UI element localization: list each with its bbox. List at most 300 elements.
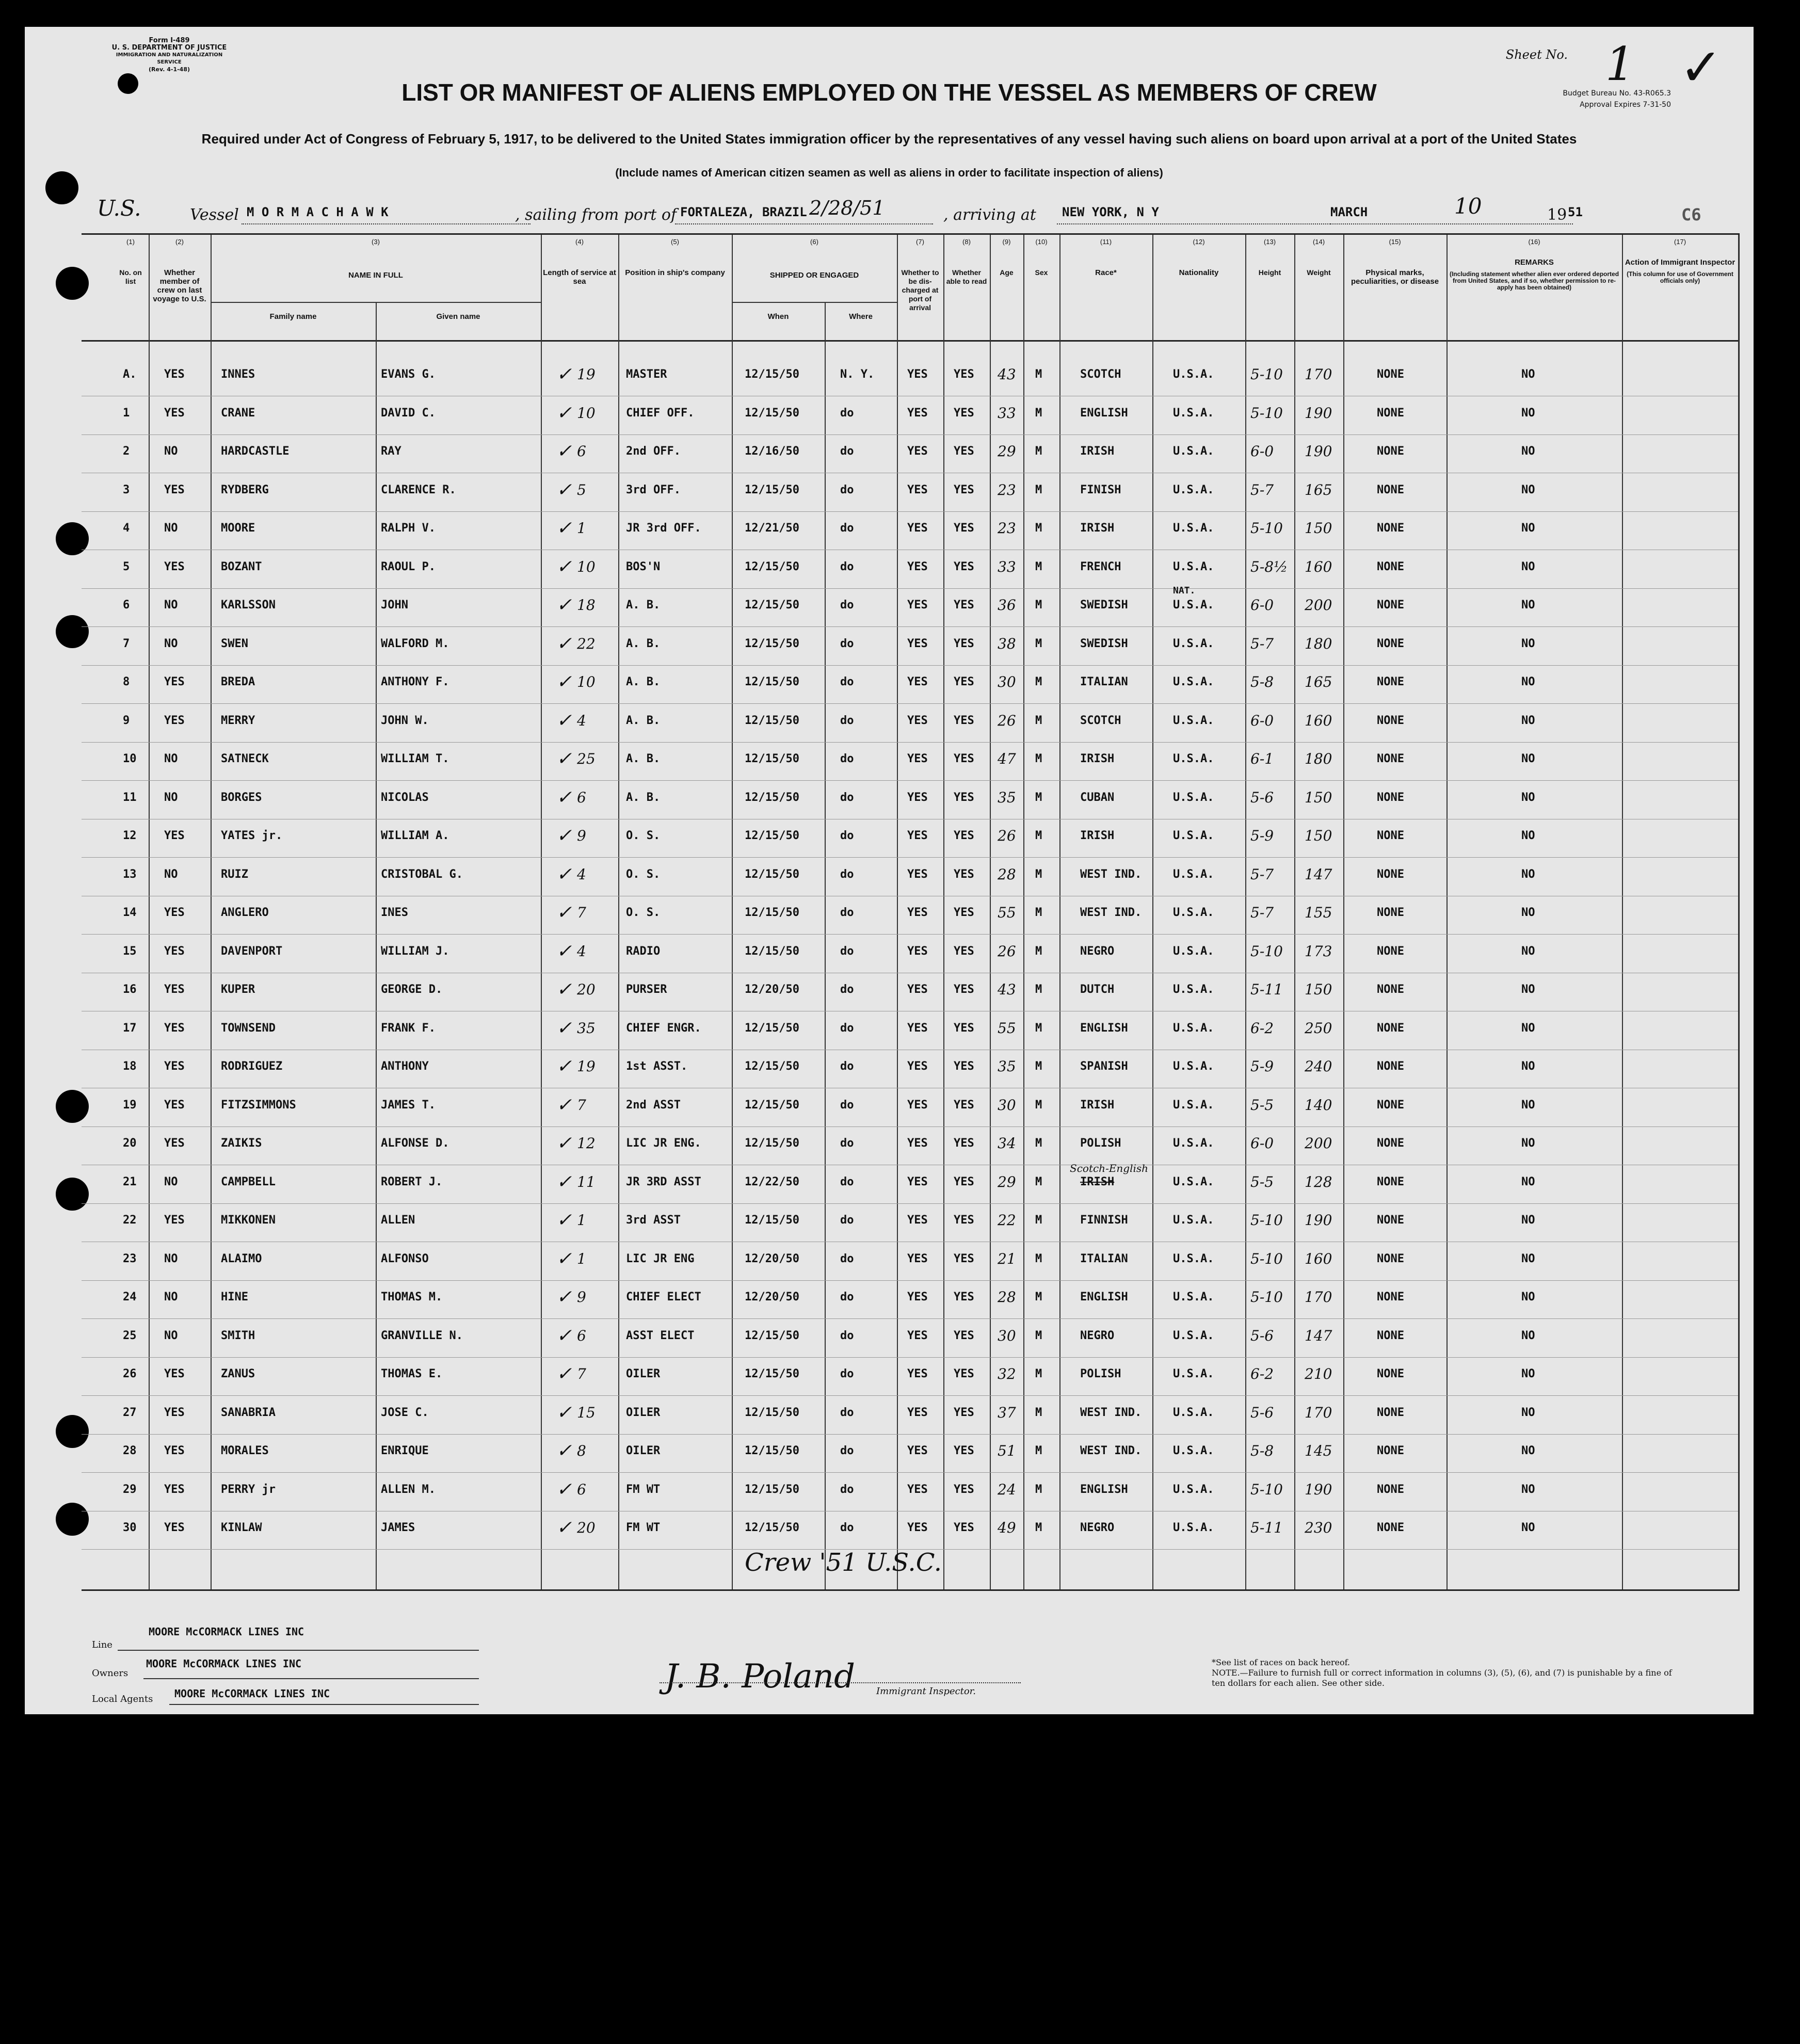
able-to-read: YES [954,1483,974,1496]
race: SWEDISH [1080,637,1128,650]
given-name: INES [381,906,408,919]
physical-marks: NONE [1377,752,1404,765]
column-number: (12) [1193,238,1205,246]
given-name: JOHN W. [381,714,429,727]
last-voyage: NO [164,1175,178,1188]
race: WEST IND. [1080,1444,1142,1457]
nationality: U.S.A. [1173,445,1214,458]
row-number: 19 [123,1098,137,1112]
able-to-read: YES [954,445,974,458]
discharged: YES [907,675,928,688]
sex: M [1035,599,1042,611]
column-header-label: Whether member of crew on last voyage to U.S. [153,268,206,303]
sex: M [1035,637,1042,650]
shipped-where: do [840,829,854,842]
sailing-label: , sailing from port of [515,206,677,224]
race: SWEDISH [1080,599,1128,611]
given-name: ANTHONY [381,1060,429,1073]
age: 43 [998,366,1016,383]
column-header-label: No. on list [119,268,142,285]
shipped-where: do [840,1214,854,1227]
column-number: (2) [175,238,184,246]
shipped-where: do [840,599,854,611]
race: WEST IND. [1080,1406,1142,1419]
remarks: NO [1521,791,1535,804]
position: LIC JR ENG [626,1252,695,1265]
weight: 180 [1305,750,1332,767]
discharged: YES [907,1214,928,1227]
sex: M [1035,1444,1042,1457]
table-row [82,786,1738,812]
race: IRISH [1080,752,1115,765]
row-number: 3 [123,483,130,496]
column-number: (6) [810,238,818,246]
last-voyage: YES [164,1367,185,1380]
weight: 128 [1305,1173,1332,1190]
weight: 170 [1305,1289,1332,1306]
check-icon: ✓ [556,1056,572,1077]
family-name: RYDBERG [221,483,269,496]
sex: M [1035,983,1042,996]
able-to-read: YES [954,1021,974,1035]
shipped-where: do [840,1483,854,1496]
shipped-where: do [840,1098,854,1112]
age: 23 [998,481,1016,498]
age: 21 [998,1250,1016,1267]
service-length: 6 [577,788,586,806]
age: 26 [998,827,1016,844]
remarks: NO [1521,406,1535,420]
able-to-read: YES [954,637,974,650]
shipped-where: do [840,906,854,919]
physical-marks: NONE [1377,714,1404,727]
nationality: U.S.A. [1173,368,1214,381]
check-icon: ✓ [556,1402,572,1423]
inspector-signature: J. B. Poland [665,1657,855,1696]
remarks: NO [1521,483,1535,496]
able-to-read: YES [954,944,974,958]
shipped-when: 12/15/50 [745,1406,799,1419]
physical-marks: NONE [1377,1444,1404,1457]
age: 38 [998,635,1016,652]
able-to-read: YES [954,791,974,804]
position: JR 3rd OFF. [626,522,701,535]
age: 30 [998,673,1016,690]
table-row [82,518,1738,542]
age: 23 [998,520,1016,537]
nationality: U.S.A. [1173,675,1214,688]
age: 32 [998,1365,1016,1382]
remarks: NO [1521,1406,1535,1419]
discharged: YES [907,560,928,573]
race: ENGLISH [1080,406,1128,420]
shipped-where: do [840,522,854,535]
last-voyage: YES [164,1483,185,1496]
position: MASTER [626,368,667,381]
height: 5-8½ [1250,558,1288,575]
physical-marks: NONE [1377,791,1404,804]
position: 2nd OFF. [626,445,681,458]
nationality: U.S.A. [1173,714,1214,727]
physical-marks: NONE [1377,944,1404,958]
service-length: 7 [577,904,586,921]
discharged: YES [907,867,928,881]
remarks: NO [1521,1367,1535,1380]
position: A. B. [626,637,661,650]
weight: 150 [1305,788,1332,806]
discharged: YES [907,1252,928,1265]
age: 35 [998,788,1016,806]
family-name: ZANUS [221,1367,255,1380]
position: A. B. [626,791,661,804]
table-row [82,1402,1738,1427]
shipped-when: 12/15/50 [745,1367,799,1380]
shipped-where: do [840,944,854,958]
column-number: (8) [962,238,971,246]
service-length: 10 [577,558,596,575]
discharged: YES [907,1367,928,1380]
remarks: NO [1521,752,1535,765]
table-row [82,1517,1738,1542]
position: 1st ASST. [626,1060,688,1073]
table-row [82,441,1738,465]
shipped-when: 12/16/50 [745,445,799,458]
shipped-when: 12/15/50 [745,867,799,881]
line-value: MOORE McCORMACK LINES INC [149,1625,304,1638]
nationality: U.S.A. [1173,406,1214,420]
age: 37 [998,1404,1016,1421]
family-name: BREDA [221,675,255,688]
race: ITALIAN [1080,1252,1128,1265]
table-row [82,940,1738,965]
row-number: 17 [123,1021,137,1035]
family-name: BORGES [221,791,262,804]
weight: 173 [1305,942,1332,960]
remarks: NO [1521,445,1535,458]
table-row [82,902,1738,927]
able-to-read: YES [954,406,974,420]
able-to-read: YES [954,1367,974,1380]
age: 30 [998,1096,1016,1114]
weight: 180 [1305,635,1332,652]
family-name: ANGLERO [221,906,269,919]
nationality: U.S.A. [1173,599,1214,611]
able-to-read: YES [954,906,974,919]
row-number: 21 [123,1175,137,1188]
physical-marks: NONE [1377,675,1404,688]
race: FRENCH [1080,560,1121,573]
check-icon: ✓ [556,825,572,846]
shipped-when: 12/20/50 [745,1291,799,1303]
table-row [82,979,1738,1004]
nationality-note: NAT. [1173,585,1196,596]
physical-marks: NONE [1377,1521,1404,1534]
page-title: LIST OR MANIFEST OF ALIENS EMPLOYED ON THE VESSEL AS MEMBERS OF CREW [401,79,1377,106]
service-length: 4 [577,942,586,960]
last-voyage: NO [164,522,178,535]
column-header-note: (This column for use of Government officials only) [1627,270,1733,284]
height: 5-6 [1250,1327,1274,1344]
remarks: NO [1521,1444,1535,1457]
height: 5-10 [1250,1480,1283,1498]
last-voyage: YES [164,1098,185,1112]
arrival-day-hand: 10 [1454,194,1482,219]
race: SCOTCH [1080,368,1121,381]
shipped-where: do [840,791,854,804]
last-voyage: NO [164,599,178,611]
last-voyage: YES [164,1021,185,1035]
family-name: DAVENPORT [221,944,283,958]
last-voyage: YES [164,714,185,727]
service-length: 10 [577,673,596,690]
height: 5-7 [1250,635,1274,652]
race: WEST IND. [1080,906,1142,919]
year-suffix: 51 [1568,205,1583,219]
able-to-read: YES [954,1252,974,1265]
able-to-read: YES [954,599,974,611]
nationality: U.S.A. [1173,1175,1214,1188]
service-length: 11 [577,1173,596,1190]
weight: 150 [1305,827,1332,844]
height: 5-6 [1250,1404,1274,1421]
last-voyage: YES [164,906,185,919]
check-icon: ✓ [556,671,572,693]
physical-marks: NONE [1377,483,1404,496]
remarks: NO [1521,1021,1535,1035]
service-length: 22 [577,635,596,652]
given-name: WILLIAM T. [381,752,449,765]
remarks: NO [1521,1175,1535,1188]
age: 43 [998,981,1016,998]
nationality: U.S.A. [1173,829,1214,842]
last-voyage: NO [164,752,178,765]
height: 5-6 [1250,788,1274,806]
table-row [82,1248,1738,1273]
sex: M [1035,406,1042,420]
height: 6-0 [1250,712,1274,729]
able-to-read: YES [954,1137,974,1150]
family-name: TOWNSEND [221,1021,276,1035]
able-to-read: YES [954,1329,974,1342]
remarks: NO [1521,829,1535,842]
last-voyage: NO [164,791,178,804]
physical-marks: NONE [1377,1098,1404,1112]
sex: M [1035,445,1042,458]
shipped-where: do [840,560,854,573]
discharged: YES [907,1329,928,1342]
given-name: WALFORD M. [381,637,449,650]
position: O. S. [626,867,661,881]
table-row [82,825,1738,850]
discharged: YES [907,637,928,650]
remarks: NO [1521,867,1535,881]
sex: M [1035,1175,1042,1188]
sex: M [1035,1060,1042,1073]
family-name: BOZANT [221,560,262,573]
check-icon: ✓ [556,364,572,385]
corner-code: C6 [1681,205,1701,224]
physical-marks: NONE [1377,983,1404,996]
race: IRISH [1080,522,1115,535]
weight: 190 [1305,1480,1332,1498]
given-name: RAOUL P. [381,560,436,573]
check-icon: ✓ [556,1210,572,1231]
shipped-when: 12/15/50 [745,829,799,842]
remarks: NO [1521,1098,1535,1112]
age: 29 [998,1173,1016,1190]
remarks: NO [1521,560,1535,573]
last-voyage: YES [164,483,185,496]
service-length: 15 [577,1404,596,1421]
position: 2nd ASST [626,1098,681,1112]
row-number: 11 [123,791,137,804]
shipped-where: do [840,752,854,765]
shipped-when: 12/15/50 [745,944,799,958]
height: 6-2 [1250,1365,1274,1382]
sex: M [1035,368,1042,381]
weight: 190 [1305,1212,1332,1229]
nationality: U.S.A. [1173,637,1214,650]
race: NEGRO [1080,944,1115,958]
shipped-when: 12/15/50 [745,714,799,727]
weight: 150 [1305,520,1332,537]
row-number: 29 [123,1483,137,1496]
given-name: ALLEN M. [381,1483,436,1496]
height: 5-10 [1250,1212,1283,1229]
table-row [82,364,1738,389]
check-icon: ✓ [556,748,572,769]
discharged: YES [907,791,928,804]
column-header-label: Race* [1095,268,1117,277]
table-row [82,479,1738,504]
discharged: YES [907,906,928,919]
remarks: NO [1521,599,1535,611]
row-number: 4 [123,522,130,535]
sex: M [1035,560,1042,573]
sheet-label: Sheet No. [1505,47,1568,62]
last-voyage: YES [164,1137,185,1150]
row-number: A. [123,368,137,381]
row-number: 2 [123,445,130,458]
discharged: YES [907,752,928,765]
column-header-label: Weight [1307,268,1331,277]
shipped-where: do [840,1521,854,1534]
column-header-label: SHIPPED OR ENGAGED [769,271,859,280]
service-length: 12 [577,1135,596,1152]
family-name: MORALES [221,1444,269,1457]
nationality: U.S.A. [1173,752,1214,765]
sex: M [1035,1252,1042,1265]
given-name: NICOLAS [381,791,429,804]
arriving-label: , arriving at [943,206,1036,224]
required-text: Required under Act of Congress of February 5, 1917, to be delivered to the United States immigration officer by the representatives of any vessel having such aliens on board upon arrival at a port of the United States [201,131,1577,147]
physical-marks: NONE [1377,1021,1404,1035]
race: ENGLISH [1080,1291,1128,1303]
position: A. B. [626,675,661,688]
nationality: U.S.A. [1173,1329,1214,1342]
shipped-when: 12/21/50 [745,522,799,535]
sex: M [1035,944,1042,958]
physical-marks: NONE [1377,1329,1404,1342]
remarks: NO [1521,1521,1535,1534]
check-icon: ✓ [556,402,572,424]
check-icon: ✓ [556,1171,572,1193]
family-name: SATNECK [221,752,269,765]
line-label: Line [92,1639,112,1650]
family-name: INNES [221,368,255,381]
remarks: NO [1521,368,1535,381]
remarks: NO [1521,714,1535,727]
check-icon: ✓ [556,1017,572,1039]
race: IRISH [1080,445,1115,458]
manifest-sheet [25,27,1754,1714]
weight: 160 [1305,1250,1332,1267]
shipped-where: do [840,867,854,881]
table-row [82,1478,1738,1504]
discharged: YES [907,1137,928,1150]
shipped-where: do [840,1021,854,1035]
sheet-number: 1 [1605,37,1635,91]
sex: M [1035,1291,1042,1303]
able-to-read: YES [954,1444,974,1457]
given-name: GRANVILLE N. [381,1329,463,1342]
row-number: 22 [123,1214,137,1227]
nationality: U.S.A. [1173,944,1214,958]
family-name: FITZSIMMONS [221,1098,296,1112]
remarks: NO [1521,637,1535,650]
family-name: KUPER [221,983,255,996]
shipped-when: 12/15/50 [745,675,799,688]
crew-stamp: Crew '51 U.S.C. [745,1548,942,1577]
weight: 160 [1305,558,1332,575]
given-name: DAVID C. [381,406,436,420]
physical-marks: NONE [1377,1252,1404,1265]
column-header-label: Height [1258,268,1281,277]
shipped-when: 12/22/50 [745,1175,799,1188]
check-icon: ✓ [556,940,572,962]
height: 5-7 [1250,904,1274,921]
row-number: 16 [123,983,137,996]
family-name: RODRIGUEZ [221,1060,283,1073]
row-number: 28 [123,1444,137,1457]
column-header-label: Whether to be dis-charged at port of arrival [901,268,939,312]
last-voyage: YES [164,675,185,688]
discharged: YES [907,1175,928,1188]
given-name: JAMES T. [381,1098,436,1112]
position: PURSER [626,983,667,996]
able-to-read: YES [954,1098,974,1112]
service-length: 9 [577,1289,586,1306]
check-icon: ✓ [556,979,572,1000]
physical-marks: NONE [1377,522,1404,535]
age: 24 [998,1480,1016,1498]
height: 5-9 [1250,1058,1274,1075]
column-number: (14) [1312,238,1325,246]
vessel-prefix-hand: U.S. [97,196,141,221]
position: BOS'N [626,560,661,573]
shipped-where: do [840,1175,854,1188]
weight: 240 [1305,1058,1332,1075]
service-length: 7 [577,1365,586,1382]
able-to-read: YES [954,1521,974,1534]
service-length: 5 [577,481,586,498]
service-length: 1 [577,520,586,537]
table-row [82,863,1738,889]
column-header-label: Whether able to read [946,268,987,285]
age: 47 [998,750,1016,767]
column-header-label: Length of service at sea [543,268,616,286]
given-name: FRANK F. [381,1021,436,1035]
